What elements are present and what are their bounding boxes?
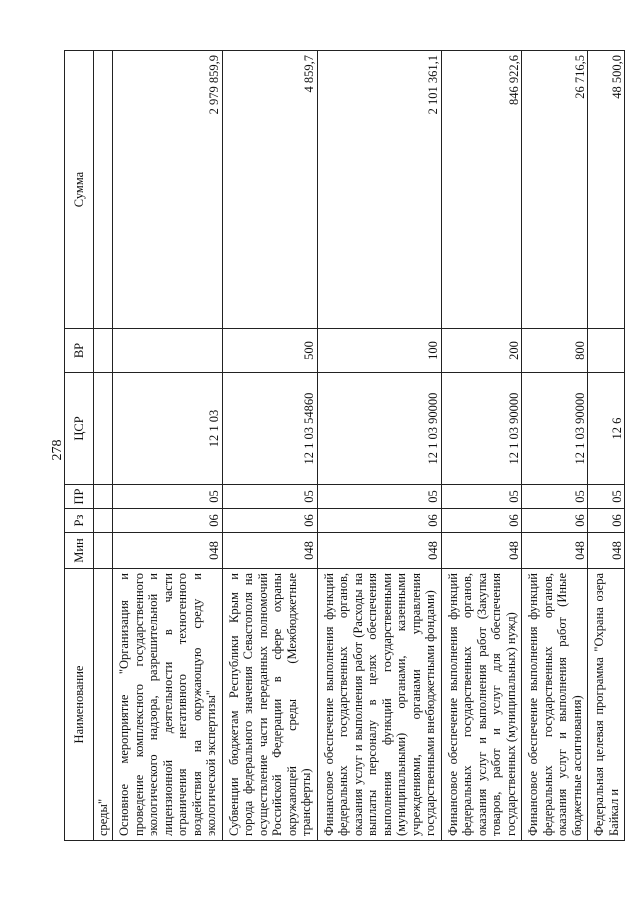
header-min: Мин	[65, 533, 94, 569]
row-min: 048	[317, 533, 441, 569]
budget-table-container	[64, 51, 624, 841]
row-rz: 06	[588, 509, 625, 533]
table-row	[317, 51, 441, 841]
row-csr: 12 6	[588, 373, 625, 485]
header-vr: ВР	[65, 329, 94, 373]
row-pr: 05	[522, 485, 588, 509]
table-row	[588, 51, 625, 841]
header-rz: Рз	[65, 509, 94, 533]
row-rz: 06	[522, 509, 588, 533]
row-sum: 26 716,5	[522, 51, 588, 329]
row-pr	[94, 485, 113, 509]
row-csr: 12 1 03 54860	[222, 373, 317, 485]
row-sum: 2 979 859,9	[113, 51, 223, 329]
row-pr: 05	[113, 485, 223, 509]
row-min: 048	[222, 533, 317, 569]
header-pr: ПР	[65, 485, 94, 509]
header-sum: Сумма	[65, 51, 94, 329]
row-name: Основное мероприятие "Организация и проведение комплексного государственного экологического надзора, разрешительной и лицензионной деятельности в части ограничения негативного техногенного воздействия на окружающую среду и экологической экспертизы"	[113, 569, 223, 841]
row-min: 048	[588, 533, 625, 569]
budget-table	[64, 50, 625, 841]
table-header-row	[65, 51, 94, 841]
row-min: 048	[113, 533, 223, 569]
row-rz: 06	[222, 509, 317, 533]
row-rz	[94, 509, 113, 533]
row-pr: 05	[317, 485, 441, 509]
row-vr	[94, 329, 113, 373]
row-rz: 06	[113, 509, 223, 533]
row-csr: 12 1 03 90000	[441, 373, 522, 485]
row-csr	[94, 373, 113, 485]
row-vr	[588, 329, 625, 373]
header-csr: ЦСР	[65, 373, 94, 485]
row-pr: 05	[222, 485, 317, 509]
row-vr: 100	[317, 329, 441, 373]
row-min: 048	[441, 533, 522, 569]
table-row	[94, 51, 113, 841]
row-name: Федеральная целевая программа "Охрана озера Байкал и	[588, 569, 625, 841]
header-name: Наименование	[65, 569, 94, 841]
row-name: Субвенции бюджетам Республики Крым и города федерального значения Севастополя на осуществление части переданных полномочий Российской Федерации в сфере охраны окружающей среды (Межбюджетные трансферты)	[222, 569, 317, 841]
row-vr: 200	[441, 329, 522, 373]
row-sum	[94, 51, 113, 329]
row-name: Финансовое обеспечение выполнения функций федеральных государственных органов, оказания услуг и выполнения работ (Иные бюджетные ассигнования)	[522, 569, 588, 841]
row-sum: 846 922,6	[441, 51, 522, 329]
row-pr: 05	[588, 485, 625, 509]
table-row	[222, 51, 317, 841]
row-min	[94, 533, 113, 569]
row-rz: 06	[317, 509, 441, 533]
row-sum: 4 859,7	[222, 51, 317, 329]
table-row	[522, 51, 588, 841]
table-row	[441, 51, 522, 841]
row-name: среды"	[94, 569, 113, 841]
row-sum: 2 101 361,1	[317, 51, 441, 329]
row-pr: 05	[441, 485, 522, 509]
row-vr	[113, 329, 223, 373]
row-csr: 12 1 03	[113, 373, 223, 485]
row-name: Финансовое обеспечение выполнения функций федеральных государственных органов, оказания услуг и выполнения работ (Расходы на выплаты персоналу в целях обеспечения выполнения функций государственными (муниципальными) органами, казенными учреждениями, органами управления государственными внебюджетными фондами)	[317, 569, 441, 841]
row-rz: 06	[441, 509, 522, 533]
table-row	[113, 51, 223, 841]
row-vr: 500	[222, 329, 317, 373]
row-sum: 48 500,0	[588, 51, 625, 329]
row-name: Финансовое обеспечение выполнения функций федеральных государственных органов, оказания услуг и выполнения работ (Закупка товаров, работ и услуг для обеспечения государственных (муниципальных) нужд)	[441, 569, 522, 841]
row-min: 048	[522, 533, 588, 569]
row-csr: 12 1 03 90000	[317, 373, 441, 485]
row-csr: 12 1 03 90000	[522, 373, 588, 485]
row-vr: 800	[522, 329, 588, 373]
page-number: 278	[50, 439, 65, 461]
